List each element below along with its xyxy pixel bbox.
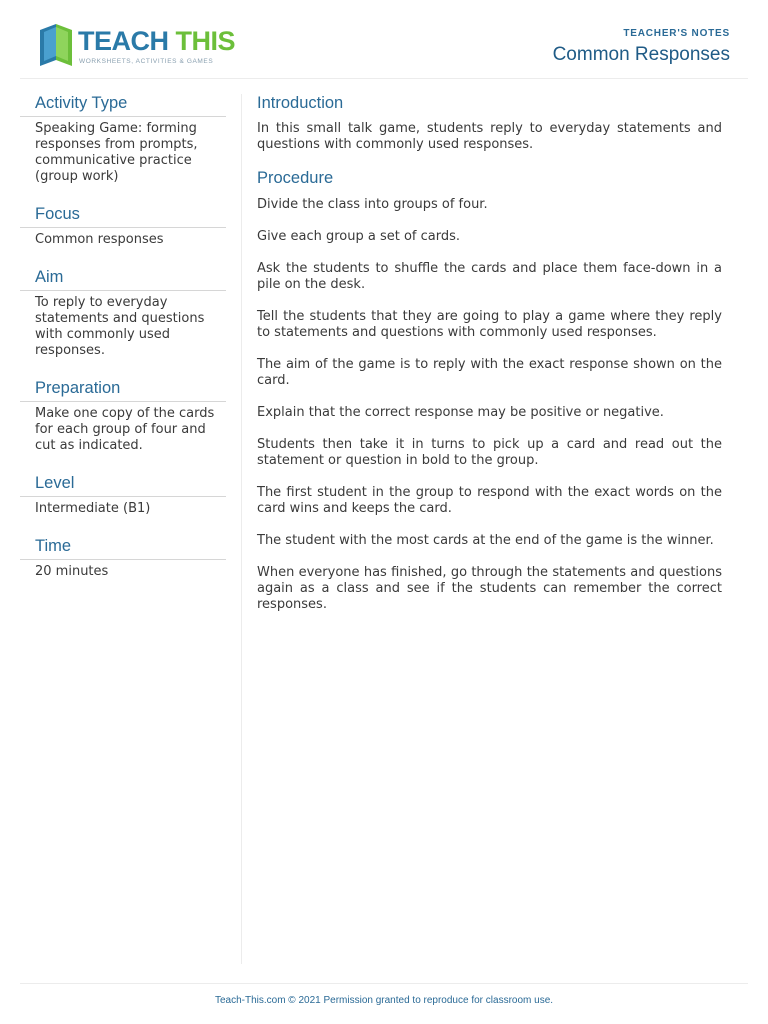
sidebar-heading: Preparation bbox=[20, 379, 226, 402]
logo-wordmark bbox=[78, 28, 235, 55]
footer-copyright: Teach-This.com © 2021 Permission granted to reproduce for classroom use. bbox=[214, 995, 554, 1006]
sidebar-section-activity-type bbox=[20, 94, 226, 185]
sidebar-body: 20 minutes bbox=[35, 564, 109, 579]
sidebar-body: To reply to everyday statements and questions with commonly used responses. bbox=[35, 295, 205, 358]
sidebar-body: Speaking Game: forming responses from prompts, communicative practice (group work) bbox=[35, 121, 198, 184]
procedure-step: Explain that the correct response may be positive or negative. bbox=[257, 405, 664, 420]
main-content bbox=[257, 94, 722, 629]
procedure-step: Divide the class into groups of four. bbox=[257, 197, 488, 212]
introduction-text: In this small talk game, students reply to everyday statements and questions with commonly used responses. bbox=[257, 121, 722, 152]
procedure-step: Give each group a set of cards. bbox=[257, 229, 461, 244]
teach-this-logo[interactable] bbox=[36, 22, 236, 70]
footer-divider bbox=[20, 983, 748, 984]
book-icon bbox=[36, 22, 76, 68]
procedure-step: Tell the students that they are going to play a game where they reply to statements and questions with commonly used responses. bbox=[257, 309, 722, 340]
column-divider bbox=[241, 94, 242, 964]
sidebar-section-aim bbox=[20, 268, 226, 359]
procedure-step: Ask the students to shuffle the cards and place them face-down in a pile on the desk. bbox=[257, 261, 722, 292]
page-title: Common Responses bbox=[552, 44, 730, 65]
sidebar-heading: Aim bbox=[20, 268, 226, 291]
sidebar-section-preparation bbox=[20, 379, 226, 454]
sidebar-heading: Focus bbox=[20, 205, 226, 228]
sidebar-heading: Level bbox=[20, 474, 226, 497]
sidebar-heading: Activity Type bbox=[20, 94, 226, 117]
page-header bbox=[0, 0, 768, 78]
logo-tagline: WORKSHEETS, ACTIVITIES & GAMES bbox=[79, 58, 214, 65]
sidebar-section-focus bbox=[20, 205, 226, 248]
procedure-step: The first student in the group to respond with the exact words on the card wins and keeps the card. bbox=[257, 485, 722, 516]
procedure-step: Students then take it in turns to pick up a card and read out the statement or question in bold to the group. bbox=[257, 437, 722, 468]
sidebar-body: Make one copy of the cards for each group of four and cut as indicated. bbox=[35, 406, 215, 453]
logo-word-teach: TEACH bbox=[78, 26, 169, 56]
sidebar-section-level bbox=[20, 474, 226, 517]
sidebar bbox=[20, 94, 226, 600]
procedure-step: The student with the most cards at the end of the game is the winner. bbox=[257, 533, 714, 548]
procedure-step: When everyone has finished, go through the statements and questions again as a class and see if the students can remember the correct responses. bbox=[257, 565, 722, 612]
sidebar-heading: Time bbox=[20, 537, 226, 560]
sidebar-section-time bbox=[20, 537, 226, 580]
procedure-step: The aim of the game is to reply with the exact response shown on the card. bbox=[257, 357, 722, 388]
introduction-heading: Introduction bbox=[257, 94, 344, 112]
procedure-heading: Procedure bbox=[257, 169, 334, 187]
sidebar-body: Common responses bbox=[35, 232, 164, 247]
header-divider bbox=[20, 78, 748, 79]
header-kicker: TEACHER'S NOTES bbox=[623, 28, 730, 39]
sidebar-body: Intermediate (B1) bbox=[35, 501, 151, 516]
logo-word-this: THIS bbox=[175, 26, 236, 56]
